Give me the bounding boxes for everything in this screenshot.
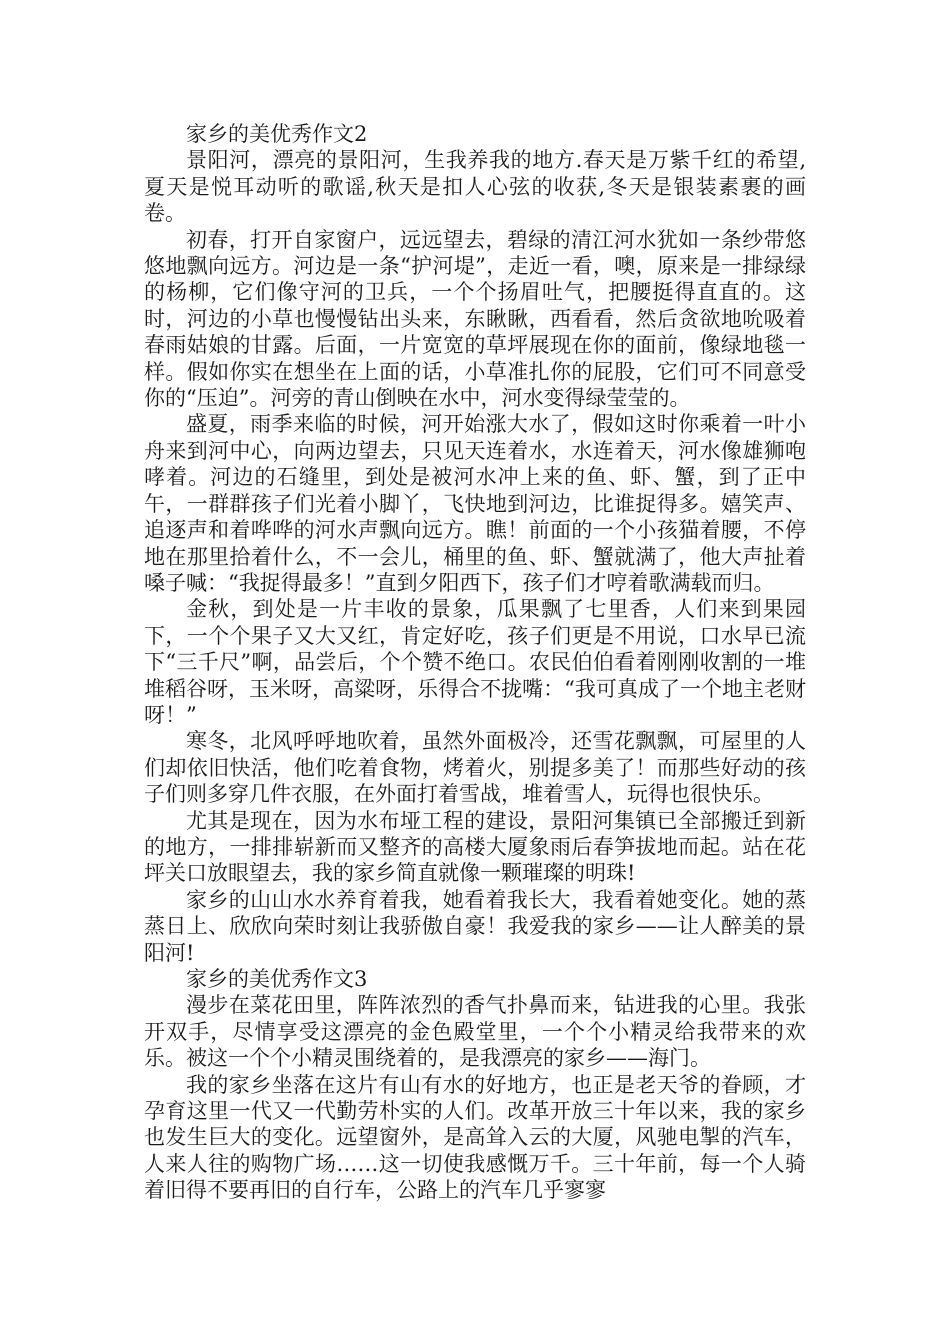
paragraph-intro: 景阳河，漂亮的景阳河，生我养我的地方.春天是万紫千红的希望,夏天是悦耳动听的歌谣,秋天是扣人心弦的收获,冬天是银装素裹的画卷。 [144, 148, 806, 226]
paragraph-summer: 盛夏，雨季来临的时候，河开始涨大水了，假如这时你乘着一叶小舟来到河中心，向两边望去，只见天连着水，水连着天，河水像雄狮咆哮着。河边的石缝里，到处是被河水冲上来的鱼、虾、蟹，到了正中午，一群群孩子们光着小脚丫，飞快地到河边，比谁捉得多。嬉笑声、追逐声和着哗哗的河水声飘向远方。瞧！前面的一个小孩猫着腰，不停地在那里拾着什么，不一会儿，桶里的鱼、虾、蟹就满了，他大声扯着嗓子喊：“我捉得最多！”直到夕阳西下，孩子们才哼着歌满载而归。 [144, 412, 806, 595]
essay-title-2: 家乡的美优秀作文2 [186, 122, 368, 146]
paragraph-conclusion: 家乡的山山水水养育着我，她看着我长大，我看着她变化。她的蒸蒸日上、欣欣向荣时刻让我骄傲自豪！我爱我的家乡——让人醉美的景阳河! [144, 887, 806, 965]
paragraph-spring: 初春，打开自家窗户，远远望去，碧绿的清江河水犹如一条纱带悠悠地飘向远方。河边是一条“护河堤”，走近一看，噢，原来是一排绿绿的杨柳，它们像守河的卫兵，一个个扬眉吐气，把腰挺得直直的。这时，河边的小草也慢慢钻出头来，东瞅瞅，西看看，然后贪欲地吮吸着春雨姑娘的甘露。后面，一片宽宽的草坪展现在你的面前，像绿地毯一样。假如你实在想坐在上面的话，小草准扎你的屁股，它们可不同意受你的“压迫”。河旁的青山倒映在水中，河水变得绿莹莹的。 [144, 227, 806, 411]
paragraph-present: 尤其是现在，因为水布垭工程的建设，景阳河集镇已全部搬迁到新的地方，一排排崭新而又整齐的高楼大厦象雨后春笋拔地而起。站在花坪关口放眼望去，我的家乡简直就像一颗璀璨的明珠! [144, 808, 806, 886]
document-body [144, 121, 806, 1204]
paragraph-hometown-change: 我的家乡坐落在这片有山有水的好地方，也正是老天爷的眷顾，才孕育这里一代又一代勤劳朴实的人们。改革开放三十年以来，我的家乡也发生巨大的变化。远望窗外，是高耸入云的大厦，风驰电掣的汽车，人来人往的购物广场……这一切使我感慨万千。三十年前，每一个人骑着旧得不要再旧的自行车，公路上的汽车几乎寥寥 [144, 1072, 806, 1203]
essay-title-3: 家乡的美优秀作文3 [186, 967, 368, 991]
paragraph-flower-field: 漫步在菜花田里，阵阵浓烈的香气扑鼻而来，钻进我的心里。我张开双手，尽情享受这漂亮的金色殿堂里，一个个小精灵给我带来的欢乐。被这一个个小精灵围绕着的，是我漂亮的家乡——海门。 [144, 993, 806, 1071]
paragraph-winter: 寒冬，北风呼呼地吹着，虽然外面极冷，还雪花飘飘，可屋里的人们却依旧快活，他们吃着食物，烤着火，别提多美了！而那些好动的孩子们则多穿几件衣服，在外面打着雪战，堆着雪人，玩得也很快乐。 [144, 729, 806, 807]
paragraph-autumn: 金秋，到处是一片丰收的景象，瓜果飘了七里香，人们来到果园下，一个个果子又大又红，肯定好吃，孩子们更是不用说，口水早已流下“三千尺”啊，品尝后，个个赞不绝口。农民伯伯看着刚刚收割的一堆堆稻谷呀，玉米呀，高粱呀，乐得合不拢嘴：“我可真成了一个地主老财呀！” [144, 597, 806, 727]
